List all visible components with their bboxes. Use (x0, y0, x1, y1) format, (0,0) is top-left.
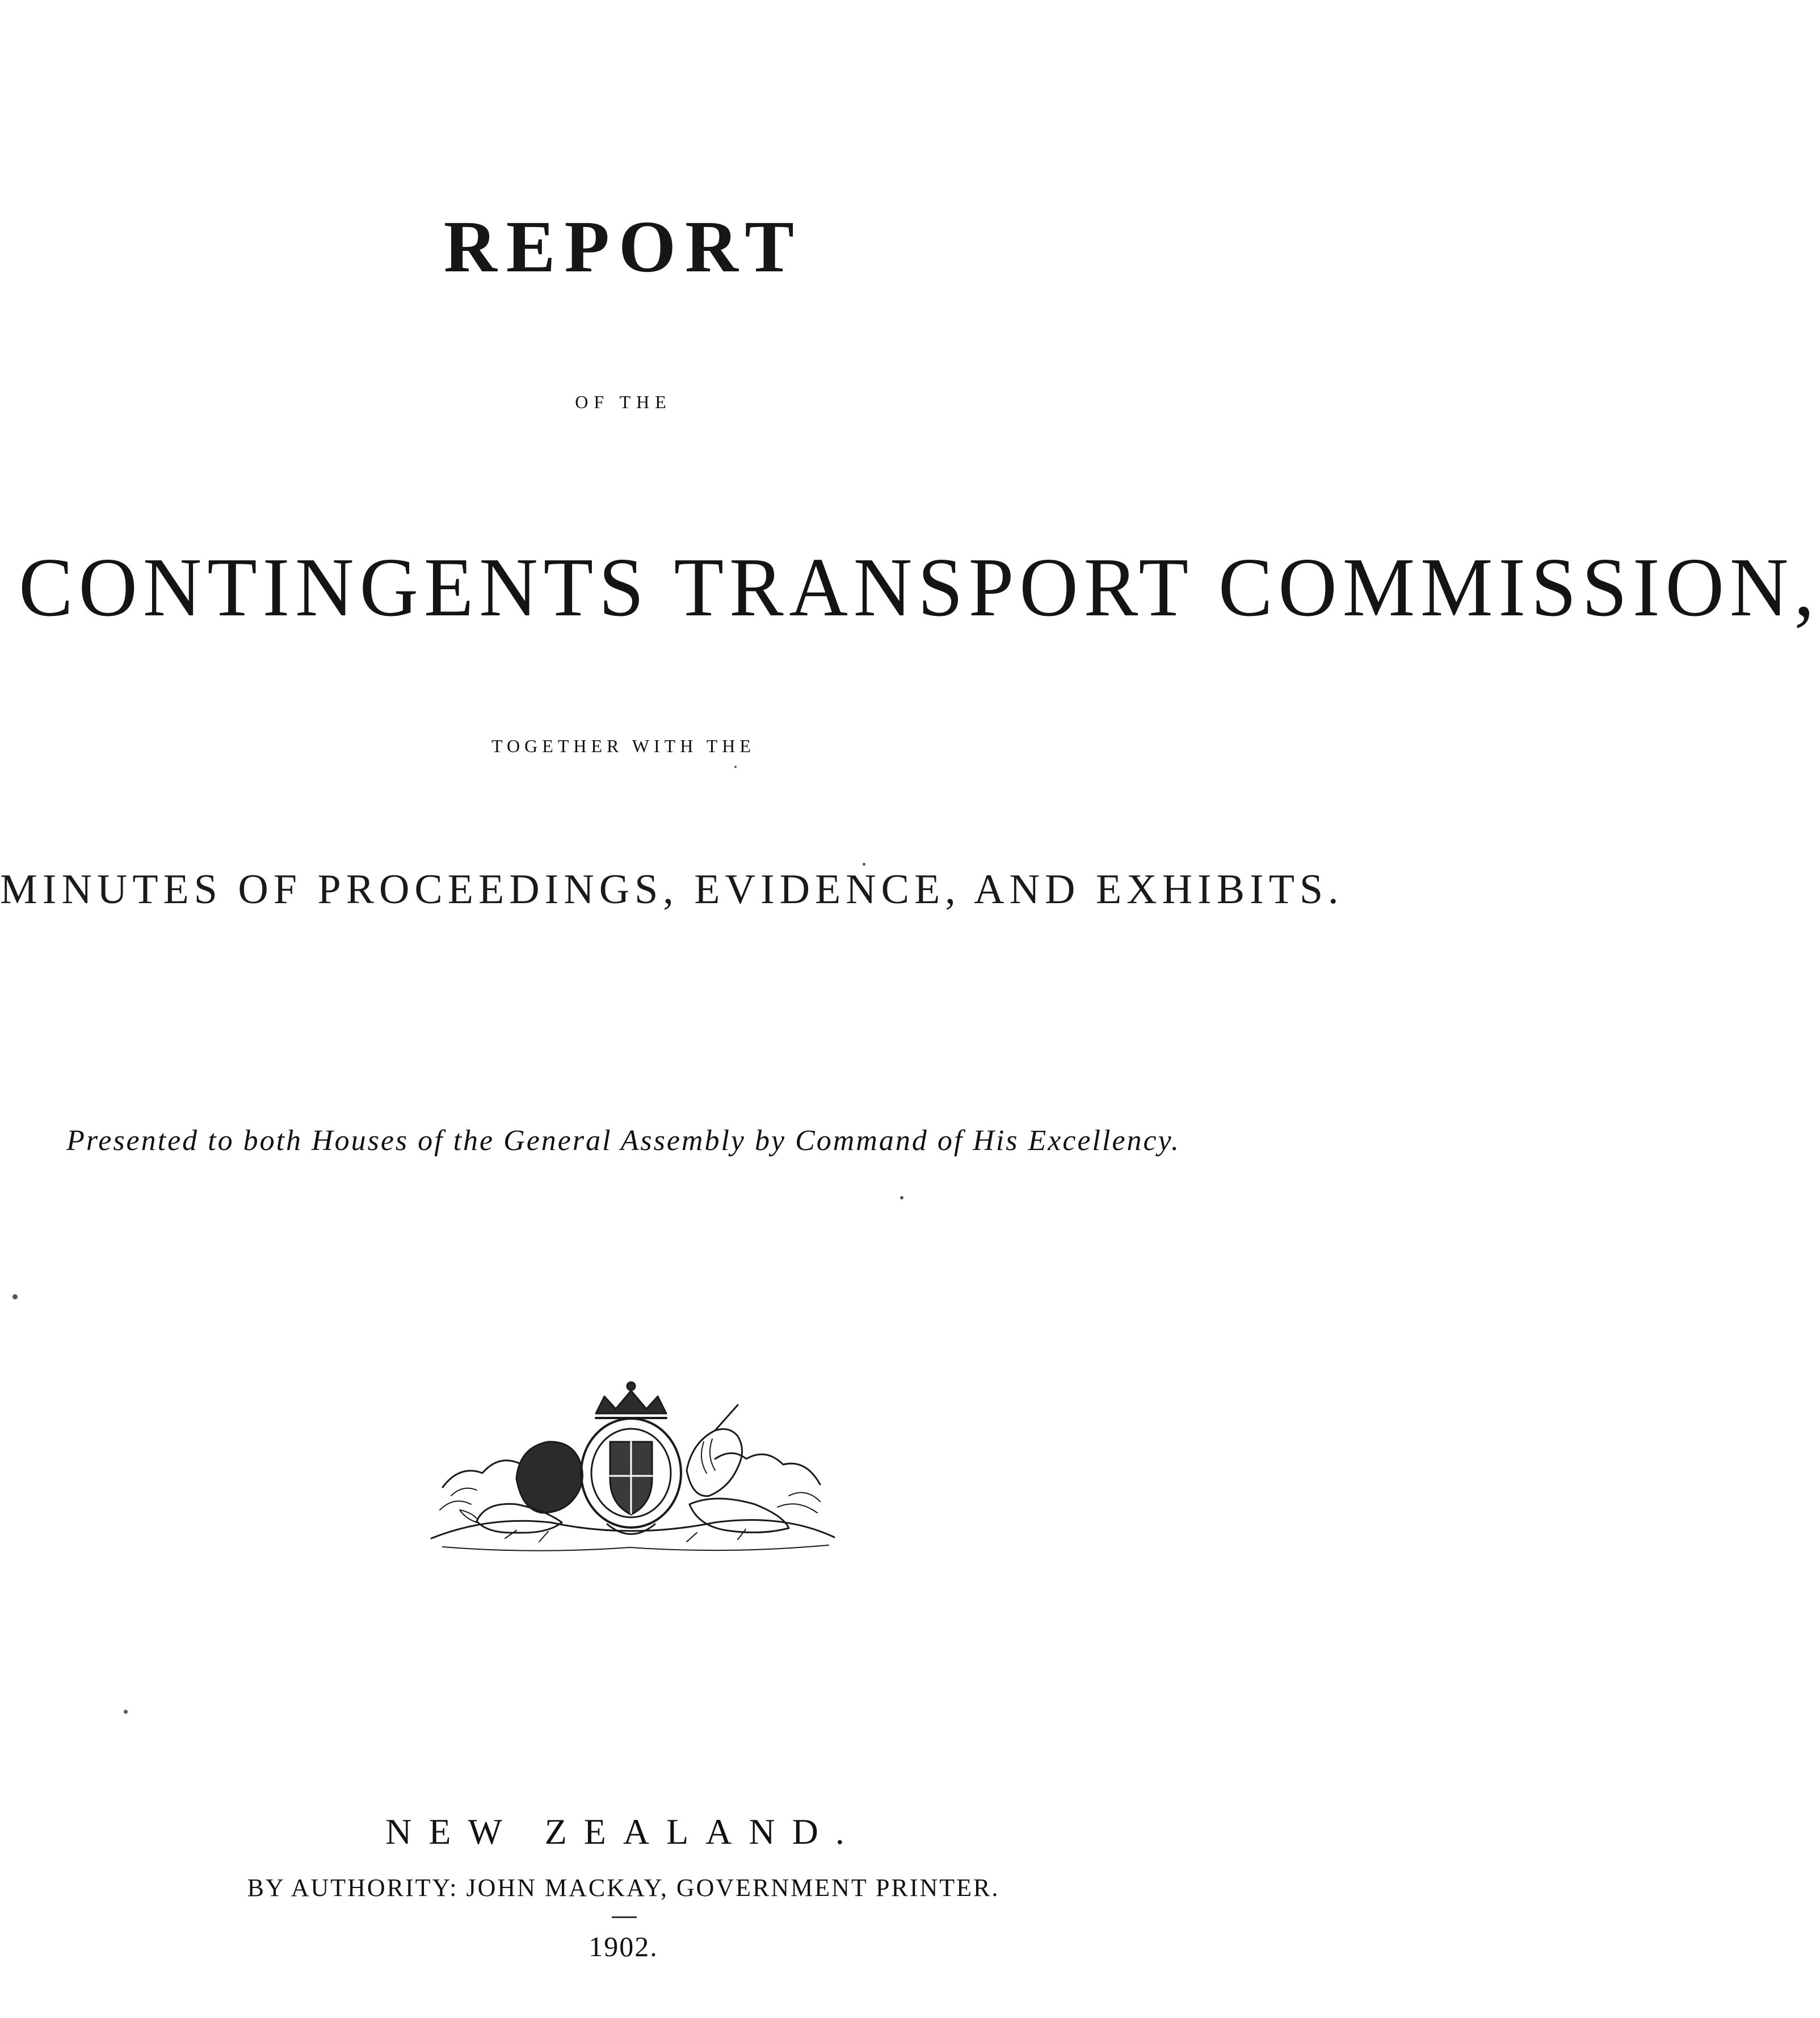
paper-speck (12, 1294, 18, 1299)
of-the-caption: OF THE (575, 392, 672, 412)
publication-year: 1902. (589, 1931, 658, 1962)
paper-speck (863, 863, 865, 866)
coat-of-arms-emblem (420, 1374, 843, 1561)
paper-speck (124, 1710, 128, 1714)
country-name: NEW ZEALAND. (385, 1811, 861, 1852)
together-with-caption: TOGETHER WITH THE (491, 736, 755, 756)
year-divider-rule (612, 1916, 637, 1918)
contents-subtitle: MINUTES OF PROCEEDINGS, EVIDENCE, AND EXHIBITS. (0, 866, 1344, 913)
report-heading: REPORT (443, 206, 804, 288)
paper-speck (900, 1196, 903, 1199)
presentation-statement: Presented to both Houses of the General Assembly by Command of His Excellency. (66, 1125, 1180, 1157)
paper-speck (734, 766, 737, 768)
commission-title: CONTINGENTS TRANSPORT COMMISSION, (18, 541, 1820, 634)
printer-imprint: BY AUTHORITY: JOHN MACKAY, GOVERNMENT PRINTER. (247, 1874, 1000, 1902)
